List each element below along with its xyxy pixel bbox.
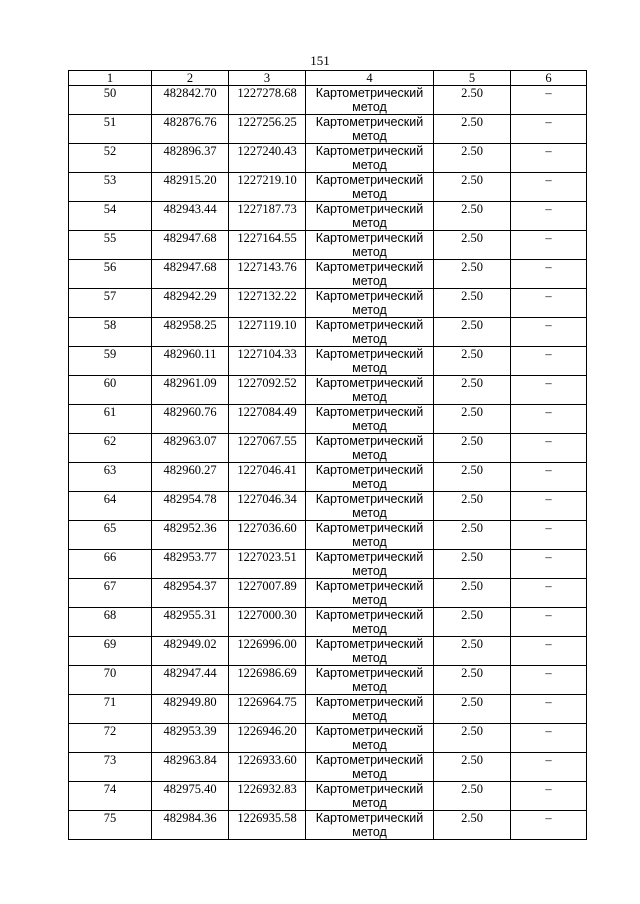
description-cell: – (511, 637, 587, 666)
method-line-2: метод (352, 564, 387, 578)
table-row (69, 289, 587, 318)
table-row (69, 724, 587, 753)
column-header: 2 (152, 71, 229, 86)
table-row (69, 637, 587, 666)
accuracy-cell: 2.50 (434, 231, 511, 260)
x-coordinate-cell: 482963.07 (152, 434, 229, 463)
method-line-1: Картометрический (315, 434, 424, 448)
table-row (69, 492, 587, 521)
x-coordinate-cell: 482949.80 (152, 695, 229, 724)
y-coordinate-cell: 1227132.22 (229, 289, 306, 318)
method-cell (306, 724, 434, 753)
table-row (69, 115, 587, 144)
method-cell (306, 376, 434, 405)
accuracy-cell: 2.50 (434, 260, 511, 289)
method-cell (306, 173, 434, 202)
x-coordinate-cell: 482896.37 (152, 144, 229, 173)
point-number-cell: 69 (69, 637, 152, 666)
method-line-2: метод (352, 622, 387, 636)
method-line-2: метод (352, 535, 387, 549)
method-cell (306, 86, 434, 115)
method-line-1: Картометрический (315, 811, 424, 825)
method-line-2: метод (352, 477, 387, 491)
description-cell: – (511, 405, 587, 434)
description-cell: – (511, 666, 587, 695)
description-cell: – (511, 260, 587, 289)
page-number: 151 (310, 53, 330, 68)
description-cell: – (511, 550, 587, 579)
x-coordinate-cell: 482953.77 (152, 550, 229, 579)
method-cell (306, 637, 434, 666)
x-coordinate-cell: 482960.27 (152, 463, 229, 492)
method-line-1: Картометрический (315, 492, 424, 506)
method-cell (306, 231, 434, 260)
method-line-2: метод (352, 100, 387, 114)
method-line-2: метод (352, 419, 387, 433)
method-line-2: метод (352, 390, 387, 404)
accuracy-cell: 2.50 (434, 608, 511, 637)
method-line-2: метод (352, 709, 387, 723)
y-coordinate-cell: 1226986.69 (229, 666, 306, 695)
y-coordinate-cell: 1226946.20 (229, 724, 306, 753)
accuracy-cell: 2.50 (434, 376, 511, 405)
method-line-2: метод (352, 680, 387, 694)
method-line-1: Картометрический (315, 260, 424, 274)
point-number-cell: 55 (69, 231, 152, 260)
y-coordinate-cell: 1226935.58 (229, 811, 306, 840)
method-line-2: метод (352, 216, 387, 230)
accuracy-cell: 2.50 (434, 521, 511, 550)
description-cell: – (511, 811, 587, 840)
accuracy-cell: 2.50 (434, 811, 511, 840)
table-row (69, 463, 587, 492)
point-number-cell: 74 (69, 782, 152, 811)
table-row (69, 347, 587, 376)
method-line-1: Картометрический (315, 231, 424, 245)
accuracy-cell: 2.50 (434, 637, 511, 666)
y-coordinate-cell: 1227084.49 (229, 405, 306, 434)
table-row (69, 318, 587, 347)
method-line-2: метод (352, 187, 387, 201)
method-line-2: метод (352, 593, 387, 607)
method-cell (306, 521, 434, 550)
column-header: 4 (306, 71, 434, 86)
method-cell (306, 695, 434, 724)
method-line-2: метод (352, 158, 387, 172)
method-cell (306, 666, 434, 695)
x-coordinate-cell: 482947.68 (152, 260, 229, 289)
accuracy-cell: 2.50 (434, 202, 511, 231)
method-line-2: метод (352, 796, 387, 810)
table-row (69, 86, 587, 115)
point-number-cell: 61 (69, 405, 152, 434)
method-line-1: Картометрический (315, 463, 424, 477)
method-cell (306, 115, 434, 144)
point-number-cell: 51 (69, 115, 152, 144)
method-cell (306, 608, 434, 637)
table-row (69, 202, 587, 231)
point-number-cell: 71 (69, 695, 152, 724)
x-coordinate-cell: 482960.11 (152, 347, 229, 376)
column-header: 1 (69, 71, 152, 86)
table-row (69, 376, 587, 405)
method-cell (306, 753, 434, 782)
accuracy-cell: 2.50 (434, 463, 511, 492)
method-line-1: Картометрический (315, 173, 424, 187)
accuracy-cell: 2.50 (434, 550, 511, 579)
accuracy-cell: 2.50 (434, 318, 511, 347)
method-line-2: метод (352, 767, 387, 781)
method-line-1: Картометрический (315, 579, 424, 593)
y-coordinate-cell: 1227036.60 (229, 521, 306, 550)
point-number-cell: 57 (69, 289, 152, 318)
description-cell: – (511, 521, 587, 550)
description-cell: – (511, 724, 587, 753)
table-row (69, 811, 587, 840)
x-coordinate-cell: 482915.20 (152, 173, 229, 202)
table-row (69, 231, 587, 260)
coordinates-table (68, 70, 587, 840)
x-coordinate-cell: 482842.70 (152, 86, 229, 115)
y-coordinate-cell: 1227187.73 (229, 202, 306, 231)
table-row (69, 666, 587, 695)
method-cell (306, 144, 434, 173)
point-number-cell: 65 (69, 521, 152, 550)
method-line-1: Картометрический (315, 86, 424, 100)
accuracy-cell: 2.50 (434, 289, 511, 318)
method-line-2: метод (352, 506, 387, 520)
y-coordinate-cell: 1227143.76 (229, 260, 306, 289)
method-line-2: метод (352, 651, 387, 665)
y-coordinate-cell: 1226996.00 (229, 637, 306, 666)
method-cell (306, 347, 434, 376)
description-cell: – (511, 753, 587, 782)
description-cell: – (511, 695, 587, 724)
y-coordinate-cell: 1227164.55 (229, 231, 306, 260)
method-line-1: Картометрический (315, 347, 424, 361)
method-line-2: метод (352, 332, 387, 346)
method-line-1: Картометрический (315, 202, 424, 216)
x-coordinate-cell: 482953.39 (152, 724, 229, 753)
y-coordinate-cell: 1227023.51 (229, 550, 306, 579)
y-coordinate-cell: 1227067.55 (229, 434, 306, 463)
table-row (69, 434, 587, 463)
x-coordinate-cell: 482975.40 (152, 782, 229, 811)
column-header: 5 (434, 71, 511, 86)
point-number-cell: 59 (69, 347, 152, 376)
x-coordinate-cell: 482949.02 (152, 637, 229, 666)
table-row (69, 173, 587, 202)
description-cell: – (511, 434, 587, 463)
method-line-1: Картометрический (315, 637, 424, 651)
accuracy-cell: 2.50 (434, 695, 511, 724)
accuracy-cell: 2.50 (434, 753, 511, 782)
x-coordinate-cell: 482947.44 (152, 666, 229, 695)
description-cell: – (511, 492, 587, 521)
y-coordinate-cell: 1227278.68 (229, 86, 306, 115)
x-coordinate-cell: 482947.68 (152, 231, 229, 260)
description-cell: – (511, 782, 587, 811)
y-coordinate-cell: 1227119.10 (229, 318, 306, 347)
description-cell: – (511, 86, 587, 115)
accuracy-cell: 2.50 (434, 434, 511, 463)
method-line-1: Картометрический (315, 753, 424, 767)
method-cell (306, 318, 434, 347)
table-row (69, 782, 587, 811)
accuracy-cell: 2.50 (434, 347, 511, 376)
method-line-1: Картометрический (315, 724, 424, 738)
y-coordinate-cell: 1226932.83 (229, 782, 306, 811)
y-coordinate-cell: 1227046.41 (229, 463, 306, 492)
accuracy-cell: 2.50 (434, 144, 511, 173)
accuracy-cell: 2.50 (434, 115, 511, 144)
x-coordinate-cell: 482958.25 (152, 318, 229, 347)
point-number-cell: 73 (69, 753, 152, 782)
table-row (69, 695, 587, 724)
x-coordinate-cell: 482942.29 (152, 289, 229, 318)
method-line-1: Картометрический (315, 115, 424, 129)
method-line-1: Картометрический (315, 289, 424, 303)
accuracy-cell: 2.50 (434, 782, 511, 811)
description-cell: – (511, 231, 587, 260)
table-row (69, 405, 587, 434)
y-coordinate-cell: 1227240.43 (229, 144, 306, 173)
point-number-cell: 58 (69, 318, 152, 347)
point-number-cell: 54 (69, 202, 152, 231)
method-line-1: Картометрический (315, 550, 424, 564)
method-line-1: Картометрический (315, 144, 424, 158)
method-cell (306, 492, 434, 521)
method-line-1: Картометрический (315, 521, 424, 535)
y-coordinate-cell: 1226933.60 (229, 753, 306, 782)
point-number-cell: 67 (69, 579, 152, 608)
table-row (69, 144, 587, 173)
accuracy-cell: 2.50 (434, 173, 511, 202)
point-number-cell: 64 (69, 492, 152, 521)
method-line-2: метод (352, 738, 387, 752)
x-coordinate-cell: 482984.36 (152, 811, 229, 840)
method-cell (306, 202, 434, 231)
column-header: 3 (229, 71, 306, 86)
description-cell: – (511, 579, 587, 608)
y-coordinate-cell: 1226964.75 (229, 695, 306, 724)
y-coordinate-cell: 1227000.30 (229, 608, 306, 637)
point-number-cell: 70 (69, 666, 152, 695)
y-coordinate-cell: 1227104.33 (229, 347, 306, 376)
point-number-cell: 60 (69, 376, 152, 405)
table-row (69, 753, 587, 782)
point-number-cell: 66 (69, 550, 152, 579)
column-header: 6 (511, 71, 587, 86)
method-cell (306, 434, 434, 463)
point-number-cell: 75 (69, 811, 152, 840)
description-cell: – (511, 318, 587, 347)
description-cell: – (511, 289, 587, 318)
method-line-1: Картометрический (315, 782, 424, 796)
x-coordinate-cell: 482960.76 (152, 405, 229, 434)
description-cell: – (511, 202, 587, 231)
x-coordinate-cell: 482954.78 (152, 492, 229, 521)
description-cell: – (511, 347, 587, 376)
x-coordinate-cell: 482943.44 (152, 202, 229, 231)
y-coordinate-cell: 1227256.25 (229, 115, 306, 144)
description-cell: – (511, 463, 587, 492)
method-line-2: метод (352, 274, 387, 288)
table-row (69, 521, 587, 550)
x-coordinate-cell: 482952.36 (152, 521, 229, 550)
method-cell (306, 550, 434, 579)
method-line-1: Картометрический (315, 405, 424, 419)
method-line-1: Картометрический (315, 318, 424, 332)
method-cell (306, 782, 434, 811)
accuracy-cell: 2.50 (434, 724, 511, 753)
table-header-row (69, 71, 587, 86)
method-line-1: Картометрический (315, 695, 424, 709)
accuracy-cell: 2.50 (434, 666, 511, 695)
point-number-cell: 62 (69, 434, 152, 463)
y-coordinate-cell: 1227219.10 (229, 173, 306, 202)
accuracy-cell: 2.50 (434, 405, 511, 434)
table-row (69, 579, 587, 608)
point-number-cell: 56 (69, 260, 152, 289)
method-line-2: метод (352, 448, 387, 462)
method-cell (306, 463, 434, 492)
point-number-cell: 68 (69, 608, 152, 637)
point-number-cell: 63 (69, 463, 152, 492)
method-line-2: метод (352, 825, 387, 839)
method-cell (306, 289, 434, 318)
accuracy-cell: 2.50 (434, 579, 511, 608)
x-coordinate-cell: 482963.84 (152, 753, 229, 782)
point-number-cell: 50 (69, 86, 152, 115)
method-line-2: метод (352, 361, 387, 375)
x-coordinate-cell: 482876.76 (152, 115, 229, 144)
method-line-1: Картометрический (315, 666, 424, 680)
accuracy-cell: 2.50 (434, 86, 511, 115)
method-line-2: метод (352, 245, 387, 259)
point-number-cell: 72 (69, 724, 152, 753)
description-cell: – (511, 144, 587, 173)
method-cell (306, 260, 434, 289)
method-line-1: Картометрический (315, 608, 424, 622)
method-line-2: метод (352, 129, 387, 143)
description-cell: – (511, 115, 587, 144)
x-coordinate-cell: 482961.09 (152, 376, 229, 405)
description-cell: – (511, 608, 587, 637)
x-coordinate-cell: 482955.31 (152, 608, 229, 637)
point-number-cell: 52 (69, 144, 152, 173)
y-coordinate-cell: 1227007.89 (229, 579, 306, 608)
table-row (69, 608, 587, 637)
method-cell (306, 405, 434, 434)
table-row (69, 550, 587, 579)
method-cell (306, 579, 434, 608)
description-cell: – (511, 376, 587, 405)
x-coordinate-cell: 482954.37 (152, 579, 229, 608)
point-number-cell: 53 (69, 173, 152, 202)
method-line-2: метод (352, 303, 387, 317)
description-cell: – (511, 173, 587, 202)
table-row (69, 260, 587, 289)
y-coordinate-cell: 1227046.34 (229, 492, 306, 521)
accuracy-cell: 2.50 (434, 492, 511, 521)
y-coordinate-cell: 1227092.52 (229, 376, 306, 405)
method-cell (306, 811, 434, 840)
method-line-1: Картометрический (315, 376, 424, 390)
